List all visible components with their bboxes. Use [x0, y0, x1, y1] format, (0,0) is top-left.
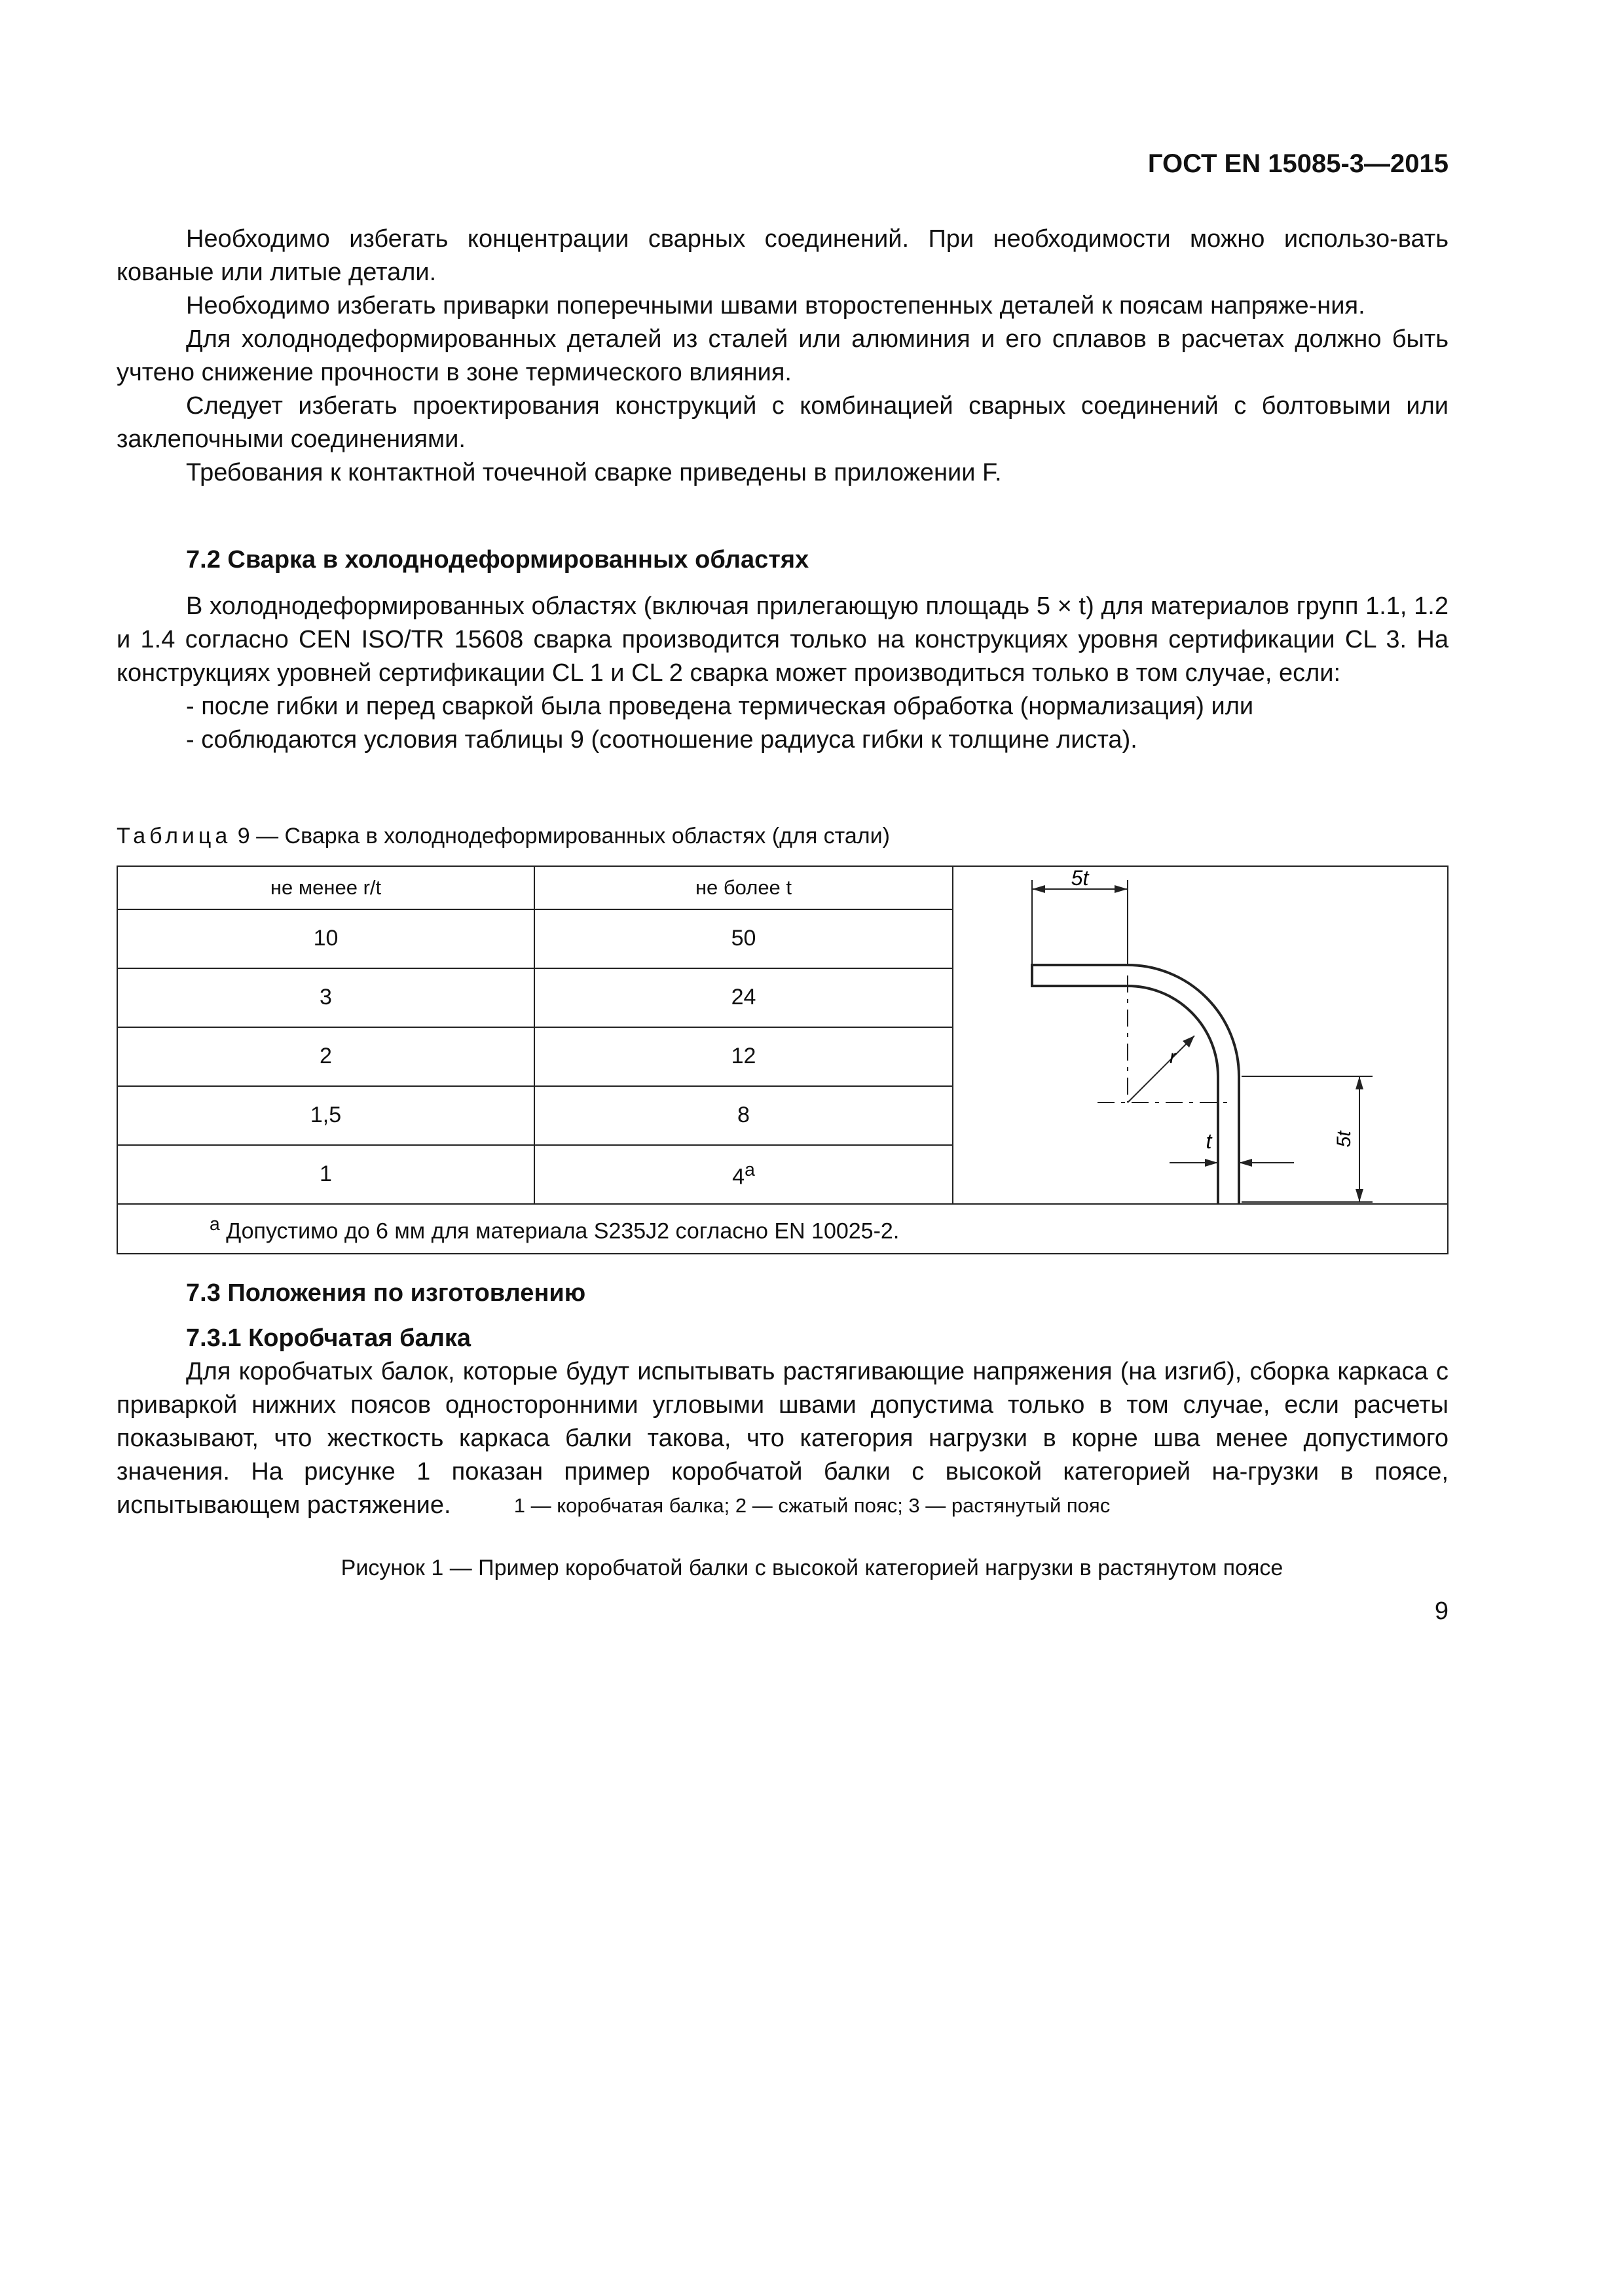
dim-label-side: 5t	[1333, 1131, 1355, 1148]
table-cell: 8	[534, 1086, 953, 1145]
hidden-svg-24	[576, 1520, 1048, 1521]
table-cell: 50	[534, 909, 953, 968]
section-heading: 7.3 Положения по изготовлению	[186, 1279, 586, 1307]
table-header-cell: не более t	[534, 866, 953, 909]
paragraph: Следует избегать проектирования конструкций с комбинацией сварных соединений с болтовыми или заклепочными соединениями.	[117, 392, 1449, 453]
list-item: - после гибки и перед сваркой была проведена термическая обработка (нормализация) или	[186, 693, 1254, 720]
table-caption-prefix: Таблица	[117, 824, 232, 848]
paragraph: Требования к контактной точечной сварке приведены в приложении F.	[186, 459, 1002, 486]
section-heading: 7.2 Сварка в холоднодеформированных областях	[186, 546, 809, 574]
thickness-label: t	[1206, 1129, 1212, 1153]
paragraph: Необходимо избегать приварки поперечными швами второстепенных деталей к поясам напряже-ния.	[186, 292, 1365, 319]
page-number: 9	[1434, 1597, 1449, 1625]
table-cell: 2	[117, 1027, 534, 1086]
table-9	[117, 866, 1449, 1254]
table-header-cell: не менее r/t	[117, 866, 534, 909]
table-cell: 12	[534, 1027, 953, 1086]
radius-label: r	[1169, 1046, 1176, 1068]
footnote-text: Допустимо до 6 мм для материала S235J2 согласно EN 10025-2.	[219, 1218, 900, 1244]
figure-title: Рисунок 1 — Пример коробчатой балки с высокой категорией нагрузки в растянутом поясе	[341, 1556, 1283, 1580]
bend-diagram	[953, 867, 1446, 1203]
section-7-3	[117, 1277, 1449, 1522]
table-footnote	[117, 1204, 1448, 1254]
table-cell: 10	[117, 909, 534, 968]
paragraph: Для холоднодеформированных деталей из сталей или алюминия и его сплавов в расчетах должно быть учтено снижение прочности в зоне термического влияния.	[117, 325, 1449, 386]
paragraph: Для коробчатых балок, которые будут испытывать растягивающие напряжения (на изгиб), сборка каркаса с приваркой нижних поясов односторонними угловыми швами допустима только в том случае, если расчеты показывают, что жесткость каркаса балки такова, что категория нагрузки в корне шва менее допустимого значения. На рисунке 1 показан пример коробчатой балки с высокой категорией на-грузки в поясе, испытывающем растяжение.	[117, 1358, 1449, 1519]
footnote-ref: a	[745, 1159, 755, 1180]
hidden-svg-251	[589, 1525, 995, 1526]
table-cell-value: 4	[732, 1164, 745, 1190]
figure-legend	[0, 1494, 1624, 1518]
document-header: ГОСТ EN 15085-3—2015	[1147, 149, 1449, 178]
table-caption-text: 9 — Сварка в холоднодеформированных областях (для стали)	[231, 824, 890, 848]
dim-label-top: 5t	[1071, 867, 1089, 890]
paragraph: Необходимо избегать концентрации сварных соединений. При необходимости можно использо-вать кованые или литые детали.	[117, 225, 1449, 286]
footnote-mark: a	[210, 1213, 220, 1235]
table-cell: 1	[117, 1145, 534, 1204]
table-cell: 24	[534, 968, 953, 1027]
hidden-svg-25	[576, 1524, 1048, 1525]
hidden-svg-202	[576, 1525, 577, 1526]
body-top	[117, 223, 1449, 490]
table-cell	[534, 1145, 953, 1204]
section-7-2	[117, 543, 1449, 757]
table-caption	[117, 824, 890, 849]
bend-diagram-cell	[953, 866, 1448, 1204]
figure-legend-text: 1 — коробчатая балка; 2 — сжатый пояс; 3 — растянутый пояс	[513, 1494, 1111, 1517]
table-footnote-row	[117, 1204, 1448, 1254]
table-cell: 1,5	[117, 1086, 534, 1145]
list-item: - соблюдаются условия таблицы 9 (соотношение радиуса гибки к толщине листа).	[186, 726, 1137, 754]
paragraph: В холоднодеформированных областях (включая прилегающую площадь 5 × t) для материалов групп 1.1, 1.2 и 1.4 согласно CEN ISO/TR 15608 сварка производится только на конструкциях уровня сертификации CL 3. На конструкциях уровней сертификации CL 1 и CL 2 сварка может производиться только в том случае, если:	[117, 592, 1449, 687]
table-cell: 3	[117, 968, 534, 1027]
subsection-heading: 7.3.1 Коробчатая балка	[186, 1324, 471, 1352]
table-header-row	[117, 866, 1448, 909]
